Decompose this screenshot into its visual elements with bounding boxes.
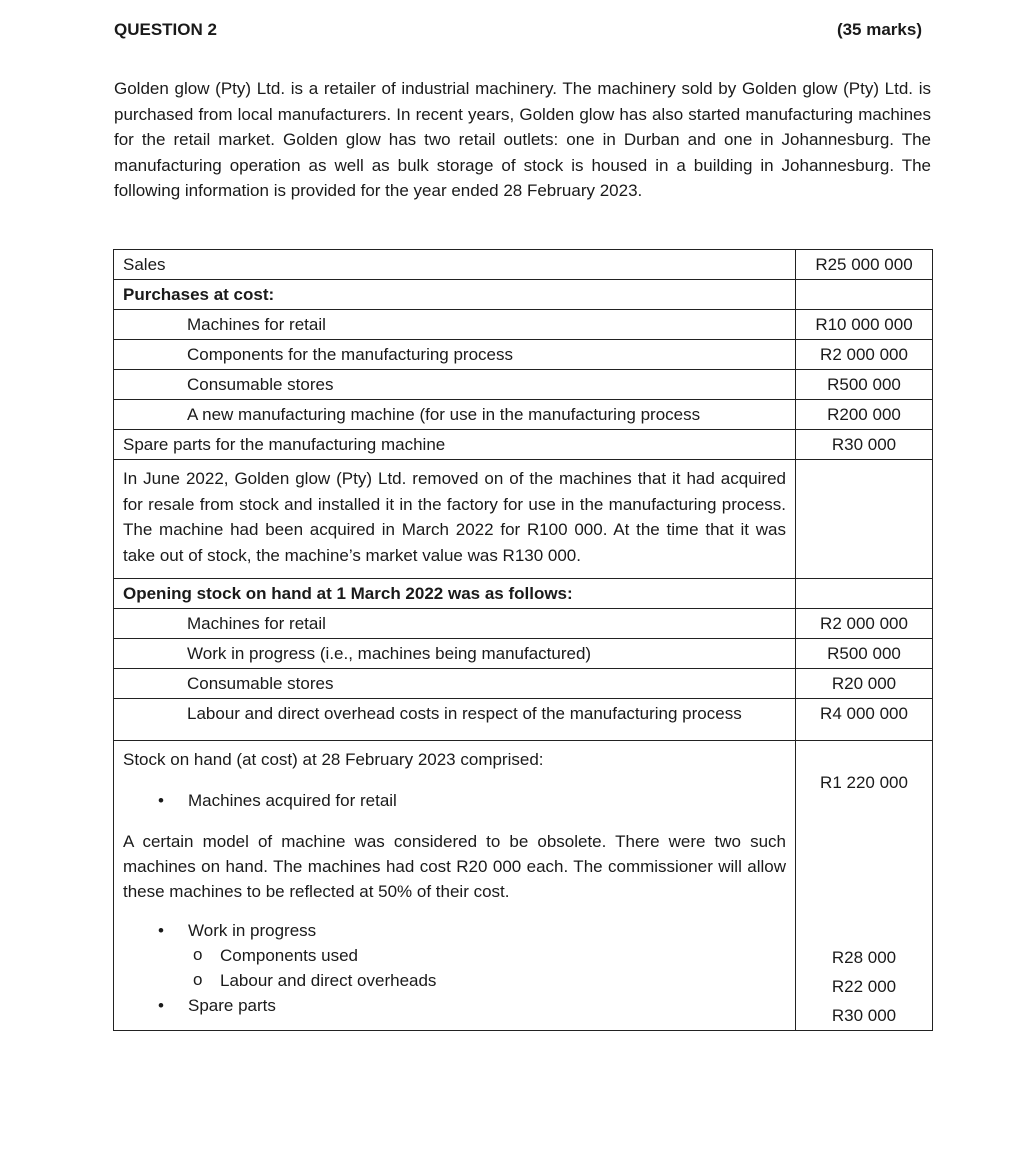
- question-title: QUESTION 2: [114, 20, 217, 39]
- table-row: [114, 639, 933, 669]
- closing-components-amount: R28 000: [831, 948, 897, 967]
- question-marks: (35 marks): [836, 20, 922, 39]
- opening-amount: R2 000 000: [796, 609, 933, 639]
- purchase-amount: R500 000: [796, 370, 933, 400]
- opening-amount: R20 000: [796, 669, 933, 699]
- closing-machines-label: • Machines acquired for retail: [123, 788, 786, 813]
- closing-machines-amount: R1 220 000: [820, 773, 908, 792]
- closing-heading: Stock on hand (at cost) at 28 February 2023 comprised:: [123, 750, 544, 769]
- table-row-june-note: [114, 460, 933, 579]
- purchase-amount: R10 000 000: [796, 310, 933, 340]
- purchases-heading: Purchases at cost:: [114, 280, 796, 310]
- table-row: [114, 609, 933, 639]
- table-row: [114, 310, 933, 340]
- opening-label: Work in progress (i.e., machines being manufactured): [114, 639, 796, 669]
- opening-label: Machines for retail: [114, 609, 796, 639]
- opening-amount: R500 000: [796, 639, 933, 669]
- table-row: [114, 400, 933, 430]
- june-note: In June 2022, Golden glow (Pty) Ltd. removed on of the machines that it had acquired for resale from stock and installed it in the factory for use in the manufacturing process. The machine had been acquired in March 2022 for R100 000. At the time that it was take out of stock, the machine’s market value was R130 000.: [114, 460, 796, 579]
- opening-label: Labour and direct overhead costs in respect of the manufacturing process: [114, 699, 796, 741]
- closing-components-label: o Components used: [123, 943, 786, 968]
- closing-labour-amount: R22 000: [831, 977, 897, 996]
- table-row-spare-parts: [114, 430, 933, 460]
- opening-amount: R4 000 000: [796, 699, 933, 741]
- opening-label: Consumable stores: [114, 669, 796, 699]
- closing-spare-amount: R30 000: [831, 1006, 897, 1025]
- question-header: [114, 20, 922, 44]
- closing-spare-label: • Spare parts: [123, 993, 786, 1018]
- table-row: [114, 340, 933, 370]
- sales-amount: R25 000 000: [796, 250, 933, 280]
- closing-wip-label: • Work in progress: [123, 918, 786, 943]
- table-row: [114, 669, 933, 699]
- intro-paragraph: Golden glow (Pty) Ltd. is a retailer of industrial machinery. The machinery sold by Golden glow (Pty) Ltd. is purchased from local manufacturers. In recent years, Golden glow has also started manufacturing machines for the retail market. Golden glow has two retail outlets: one in Durban and one in Johannesburg. The manufacturing operation as well as bulk storage of stock is housed in a building in Johannesburg. The following information is provided for the year ended 28 February 2023.: [114, 79, 931, 200]
- opening-heading: Opening stock on hand at 1 March 2022 was as follows:: [114, 579, 796, 609]
- table-row-sales: [114, 250, 933, 280]
- closing-amounts-cell: [796, 741, 933, 1031]
- purchase-label: Components for the manufacturing process: [114, 340, 796, 370]
- spare-parts-amount: R30 000: [796, 430, 933, 460]
- purchase-amount: R200 000: [796, 400, 933, 430]
- purchase-label: Consumable stores: [114, 370, 796, 400]
- closing-labour-label: o Labour and direct overheads: [123, 968, 786, 993]
- table-row-closing-stock: [114, 741, 933, 1031]
- table-row-opening-heading: [114, 579, 933, 609]
- spare-parts-label: Spare parts for the manufacturing machine: [114, 430, 796, 460]
- purchase-amount: R2 000 000: [796, 340, 933, 370]
- table-row: [114, 699, 933, 741]
- info-table: [113, 249, 933, 1031]
- purchase-label: A new manufacturing machine (for use in the manufacturing process: [114, 400, 796, 430]
- purchase-label: Machines for retail: [114, 310, 796, 340]
- table-row: [114, 370, 933, 400]
- table-row-purchases-heading: [114, 280, 933, 310]
- obsolete-note: A certain model of machine was considered to be obsolete. There were two such machines on hand. The machines had cost R20 000 each. The commissioner will allow these machines to be reflected at 50% of their cost.: [123, 832, 786, 901]
- sales-label: Sales: [114, 250, 796, 280]
- closing-stock-cell: [114, 741, 796, 1031]
